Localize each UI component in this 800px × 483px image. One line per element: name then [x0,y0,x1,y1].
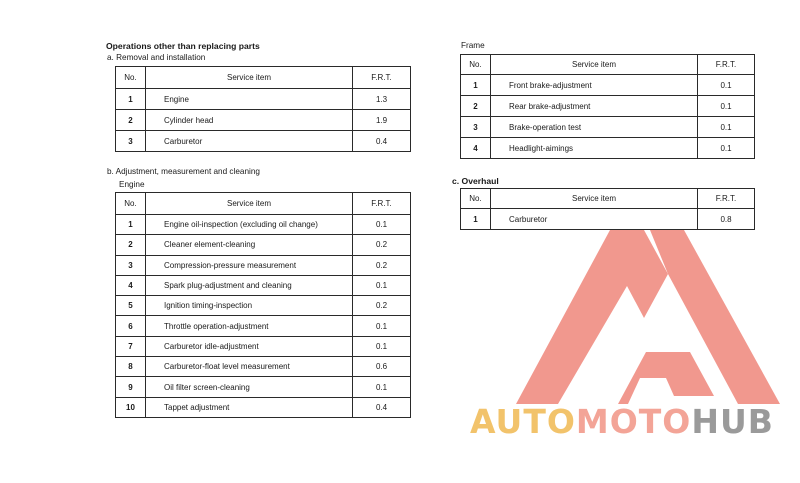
overhaul-table [460,188,755,230]
column-header-service-item: Service item [146,67,353,89]
row-number: 3 [116,131,146,152]
service-item: Oil filter screen-cleaning [146,377,353,397]
watermark-text-auto: AUTO [470,402,576,441]
column-header-service-item: Service item [491,55,698,75]
logo-inner-mark [618,352,714,404]
frt-value: 1.9 [353,110,411,131]
column-header-no: No. [116,193,146,215]
table-row [461,75,755,96]
frt-value: 0.8 [698,209,755,230]
table-header-row [461,55,755,75]
row-number: 2 [461,96,491,117]
service-item: Brake-operation test [491,117,698,138]
table-row [116,255,411,275]
row-number: 3 [461,117,491,138]
table-header-row [461,189,755,209]
section-b-title: b. Adjustment, measurement and cleaning [107,167,260,176]
row-number: 10 [116,397,146,417]
main-heading: Operations other than replacing parts [106,41,260,51]
frt-value: 0.1 [698,117,755,138]
frt-value: 0.1 [698,96,755,117]
row-number: 4 [116,275,146,295]
row-number: 8 [116,357,146,377]
frt-value: 0.1 [353,316,411,336]
column-header-no: No. [116,67,146,89]
row-number: 1 [116,215,146,235]
table-header-row [116,67,411,89]
column-header-no: No. [461,55,491,75]
table-row [461,96,755,117]
frame-title: Frame [461,41,485,50]
table-row [116,89,411,110]
row-number: 1 [461,75,491,96]
frt-value: 0.4 [353,397,411,417]
table-row [116,377,411,397]
table-row [116,397,411,417]
row-number: 2 [116,110,146,131]
column-header-frt: F.R.T. [353,67,411,89]
table-row [116,275,411,295]
row-number: 1 [116,89,146,110]
row-number: 1 [461,209,491,230]
frt-value: 0.1 [698,138,755,159]
watermark-text-moto: MOTO [575,402,692,441]
column-header-frt: F.R.T. [353,193,411,215]
frame-table [460,54,755,159]
row-number: 2 [116,235,146,255]
watermark-text-hub: HUB [691,402,774,441]
table-row [116,215,411,235]
column-header-service-item: Service item [491,189,698,209]
service-item: Ignition timing-inspection [146,296,353,316]
table-row [461,138,755,159]
warning-triangle-mark [516,230,780,404]
table-row [116,110,411,131]
column-header-frt: F.R.T. [698,55,755,75]
service-item: Engine [146,89,353,110]
table-row [461,117,755,138]
service-item: Front brake-adjustment [491,75,698,96]
frt-value: 0.1 [353,275,411,295]
service-item: Carburetor [146,131,353,152]
frt-value: 0.4 [353,131,411,152]
frt-value: 0.2 [353,255,411,275]
row-number: 7 [116,336,146,356]
engine-subtitle: Engine [119,180,145,189]
frt-value: 0.1 [353,215,411,235]
service-item: Rear brake-adjustment [491,96,698,117]
adjustment-measurement-table [115,192,411,418]
column-header-service-item: Service item [146,193,353,215]
row-number: 5 [116,296,146,316]
table-row [116,296,411,316]
removal-installation-table [115,66,411,152]
section-c-title: c. Overhaul [452,176,499,186]
service-item: Compression-pressure measurement [146,255,353,275]
column-header-frt: F.R.T. [698,189,755,209]
watermark-text [470,402,774,441]
frt-value: 0.2 [353,296,411,316]
service-item: Engine oil-inspection (excluding oil change) [146,215,353,235]
row-number: 4 [461,138,491,159]
row-number: 3 [116,255,146,275]
table-row [116,357,411,377]
section-a-title: a. Removal and installation [107,53,206,62]
table-row [116,131,411,152]
table-row [116,235,411,255]
service-item: Headlight-aimings [491,138,698,159]
table-row [116,316,411,336]
frt-value: 0.1 [353,336,411,356]
service-item: Spark plug-adjustment and cleaning [146,275,353,295]
service-item: Carburetor-float level measurement [146,357,353,377]
service-item: Throttle operation-adjustment [146,316,353,336]
service-item: Tappet adjustment [146,397,353,417]
frt-value: 0.6 [353,357,411,377]
frt-value: 0.2 [353,235,411,255]
frt-value: 0.1 [353,377,411,397]
table-header-row [116,193,411,215]
service-item: Cylinder head [146,110,353,131]
service-item: Cleaner element-cleaning [146,235,353,255]
service-item: Carburetor idle-adjustment [146,336,353,356]
row-number: 9 [116,377,146,397]
column-header-no: No. [461,189,491,209]
service-item: Carburetor [491,209,698,230]
row-number: 6 [116,316,146,336]
table-row [116,336,411,356]
frt-value: 0.1 [698,75,755,96]
frt-value: 1.3 [353,89,411,110]
